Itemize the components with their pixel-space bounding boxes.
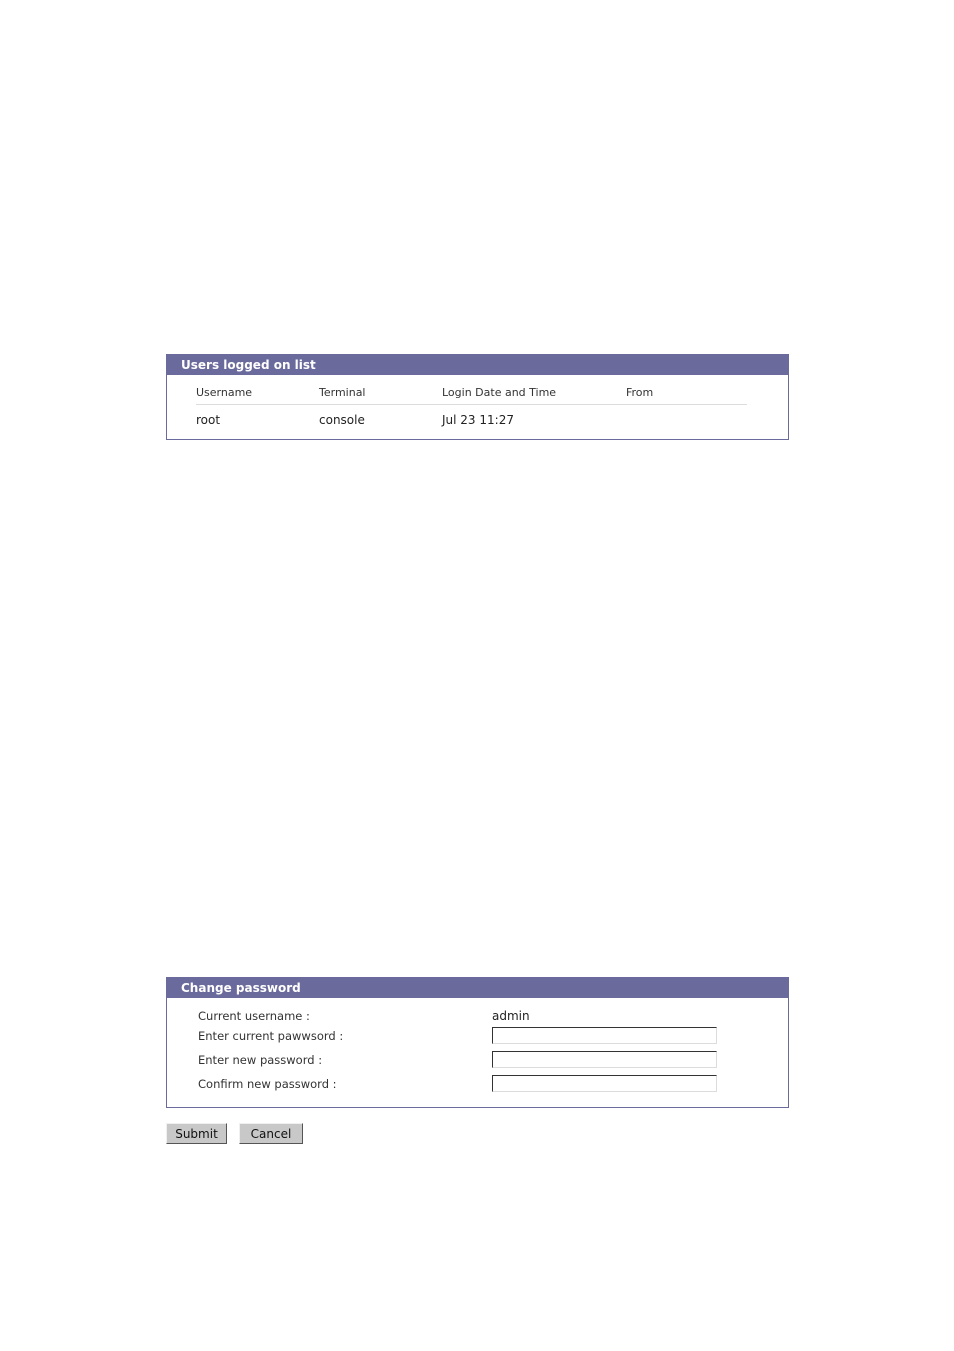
table-row (196, 405, 747, 433)
current-password-row (198, 1026, 788, 1046)
password-panel-title: Change password (167, 978, 788, 998)
current-password-label: Enter current pawwsord : (198, 1029, 344, 1043)
new-password-row (198, 1050, 788, 1070)
column-header-login-date-time: Login Date and Time (442, 386, 557, 399)
users-table (196, 384, 747, 433)
confirm-password-field[interactable] (492, 1075, 717, 1092)
cell-login-date-time: Jul 23 11:27 (442, 413, 514, 427)
current-username-row (198, 1006, 788, 1026)
column-header-username: Username (196, 386, 253, 399)
current-username-value: admin (492, 1009, 530, 1023)
users-logged-on-panel (166, 354, 789, 440)
confirm-password-row (198, 1074, 788, 1094)
cell-username: root (196, 413, 221, 427)
confirm-password-label: Confirm new password : (198, 1077, 337, 1091)
new-password-field[interactable] (492, 1051, 717, 1068)
cancel-button[interactable]: Cancel (239, 1123, 303, 1144)
change-password-panel (166, 977, 789, 1108)
users-panel-title: Users logged on list (167, 355, 788, 375)
column-header-from: From (626, 386, 654, 399)
users-table-header (196, 384, 747, 405)
cell-terminal: console (319, 413, 365, 427)
submit-button[interactable]: Submit (166, 1123, 227, 1144)
current-password-field[interactable] (492, 1027, 717, 1044)
column-header-terminal: Terminal (319, 386, 366, 399)
new-password-label: Enter new password : (198, 1053, 323, 1067)
current-username-label: Current username : (198, 1009, 310, 1023)
